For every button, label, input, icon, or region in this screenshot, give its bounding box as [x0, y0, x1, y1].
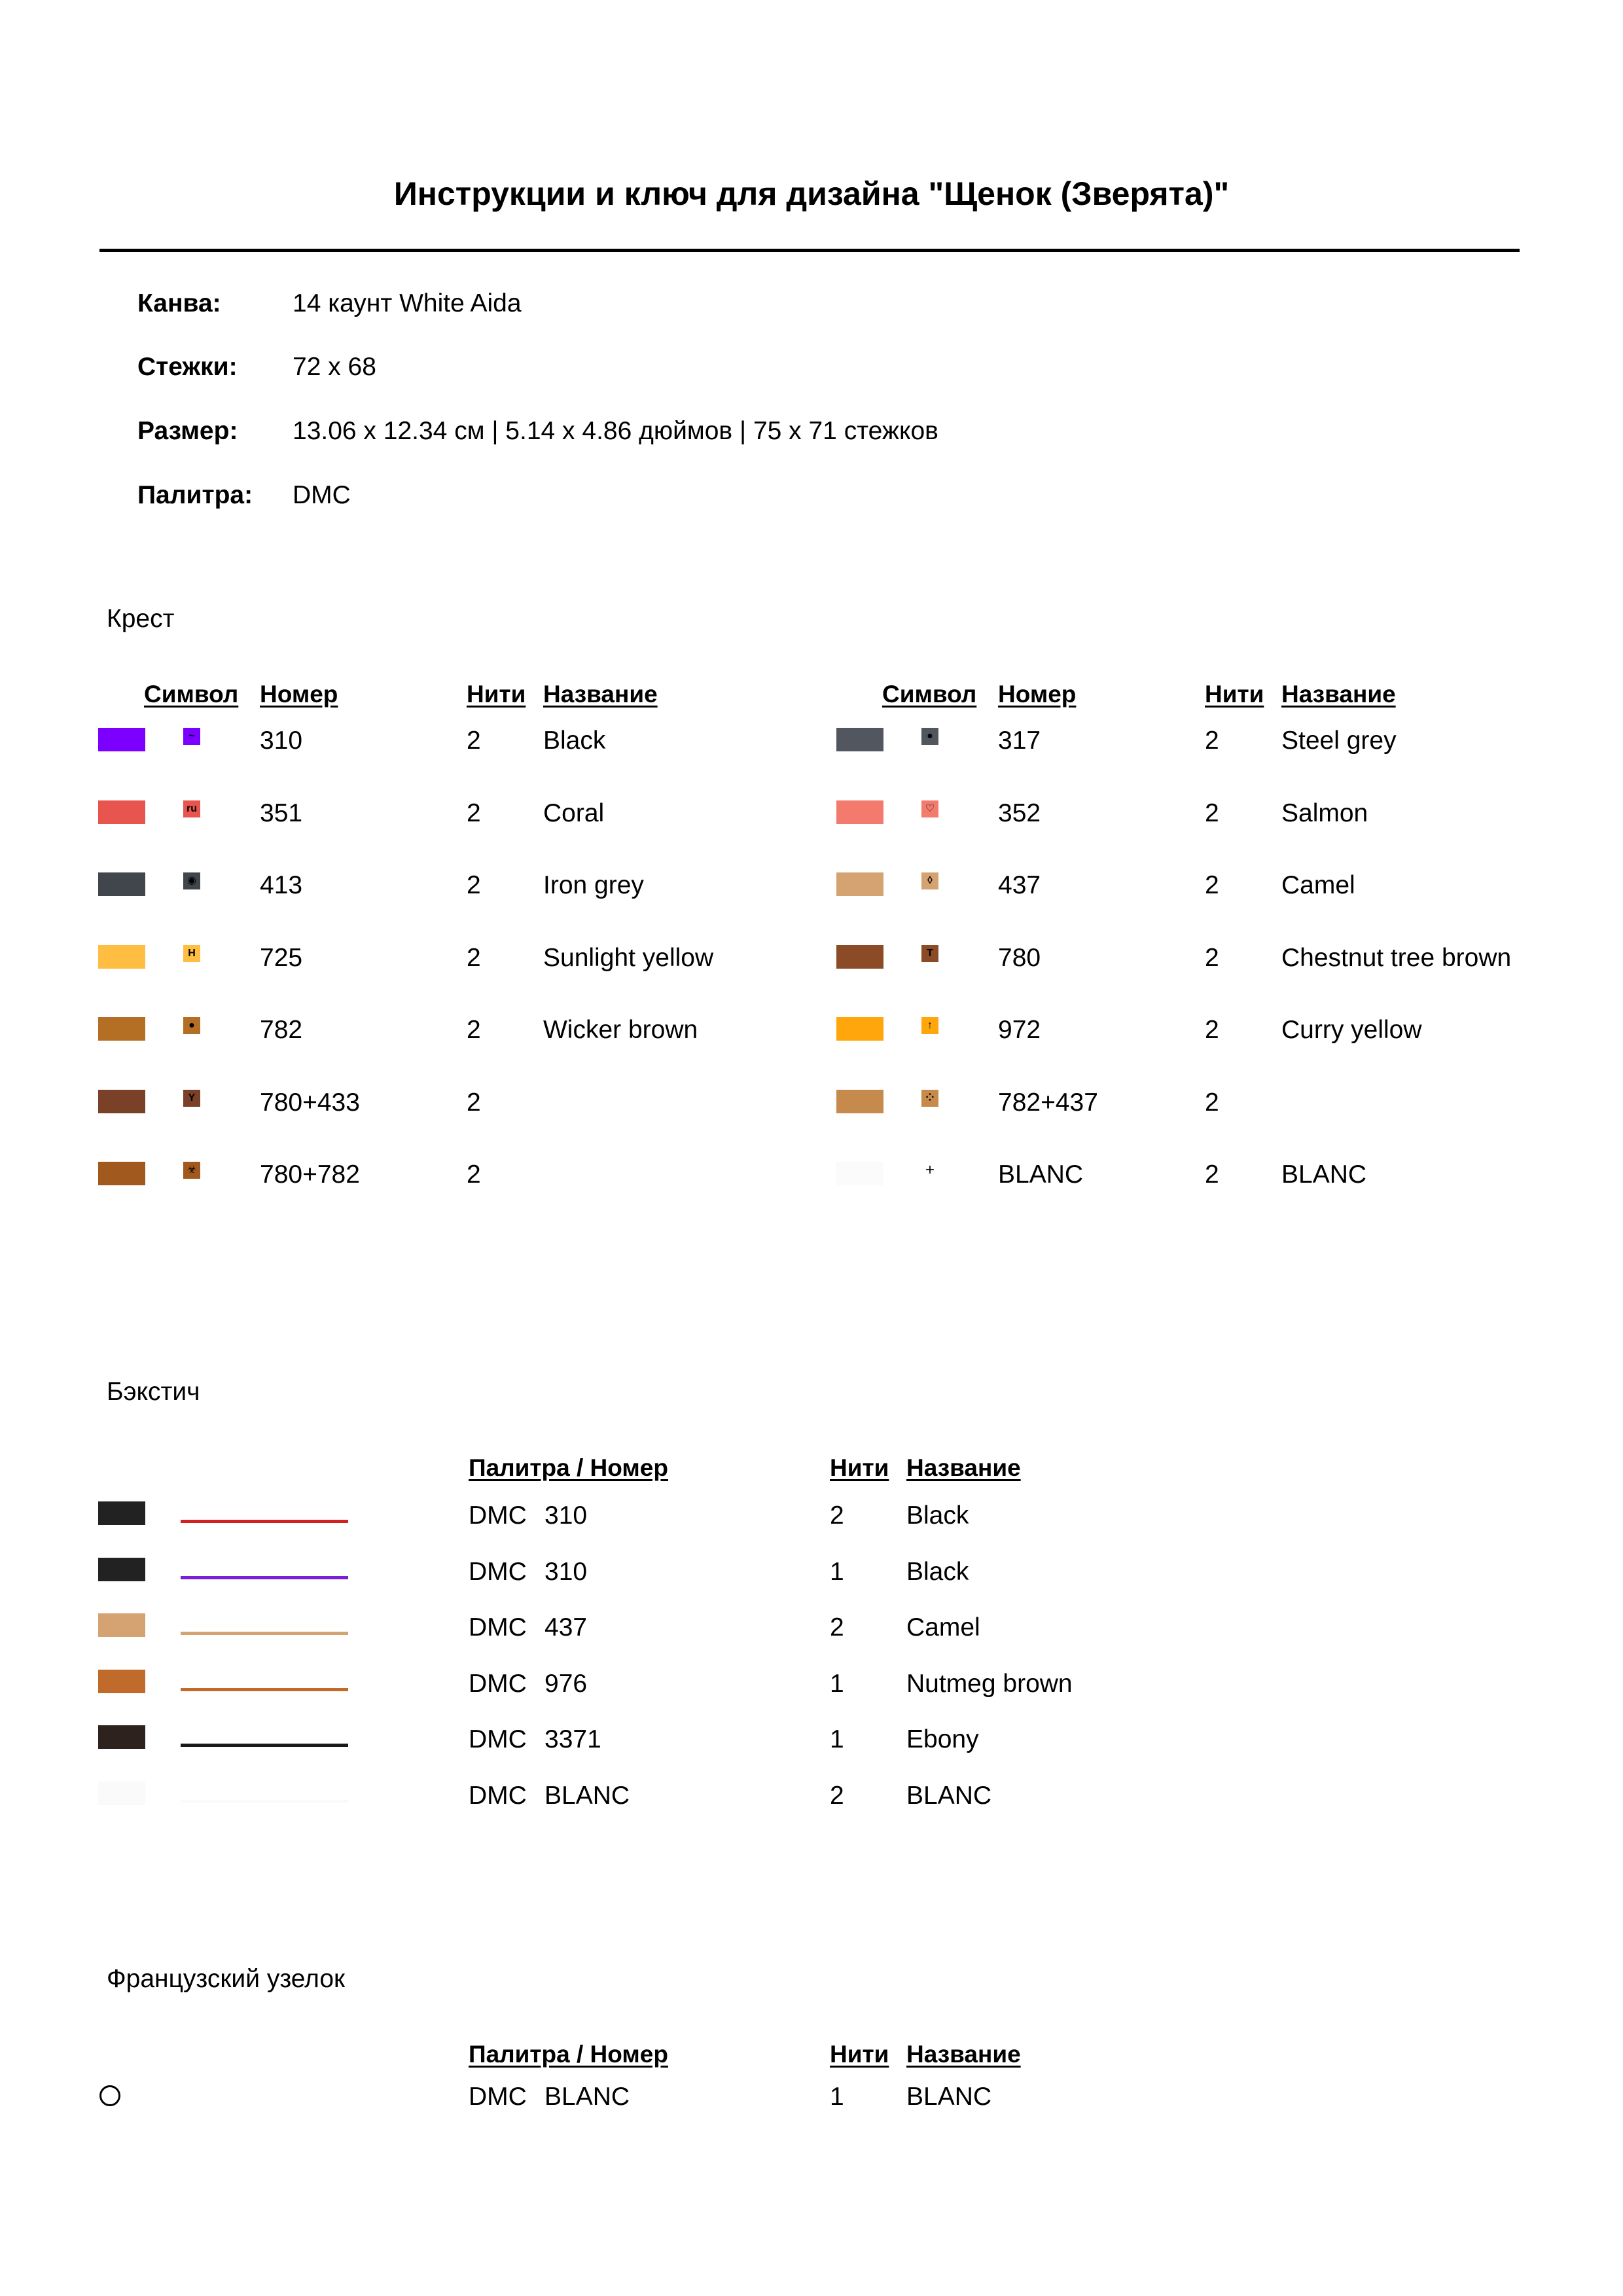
stitches-label: Стежки: — [137, 353, 238, 381]
backstitch-strands: 2 — [830, 1501, 844, 1530]
thread-strands: 2 — [1205, 798, 1219, 827]
title-divider — [99, 249, 1520, 252]
thread-name: Steel grey — [1281, 726, 1397, 755]
color-swatch — [836, 1017, 883, 1041]
stitch-symbol-icon: ru — [183, 800, 200, 817]
stitch-symbol-icon: ◊ — [921, 872, 938, 889]
backstitch-palette: DMC — [469, 1557, 527, 1586]
stitch-symbol-icon: T — [921, 945, 938, 962]
thread-strands: 2 — [1205, 1160, 1219, 1189]
thread-name: Chestnut tree brown — [1281, 943, 1512, 972]
backstitch-name: Black — [906, 1501, 969, 1530]
thread-strands: 2 — [467, 871, 481, 899]
color-swatch — [836, 728, 883, 751]
header-symbol: Символ — [882, 681, 977, 708]
color-swatch — [98, 1501, 145, 1525]
color-swatch — [98, 945, 145, 969]
backstitch-number: 310 — [544, 1557, 588, 1586]
backstitch-line-sample — [181, 1520, 348, 1523]
stitch-symbol-icon: Y — [183, 1090, 200, 1107]
header-strands: Нити — [830, 1454, 889, 1481]
color-swatch — [98, 1558, 145, 1581]
backstitch-palette: DMC — [469, 1781, 527, 1810]
backstitch-strands: 1 — [830, 1669, 844, 1698]
thread-number: 972 — [998, 1016, 1041, 1044]
thread-number: 310 — [260, 726, 303, 755]
backstitch-line-sample — [181, 1744, 348, 1747]
thread-number: 780 — [998, 943, 1041, 972]
header-symbol: Символ — [144, 681, 239, 708]
stitch-symbol-icon: ● — [921, 728, 938, 745]
stitch-symbol-icon: + — [925, 1161, 935, 1179]
thread-strands: 2 — [467, 1160, 481, 1189]
thread-number: 413 — [260, 871, 303, 899]
thread-number: 351 — [260, 798, 303, 827]
thread-number: 782 — [260, 1016, 303, 1044]
thread-number: 780+433 — [260, 1088, 360, 1117]
backstitch-strands: 2 — [830, 1781, 844, 1810]
color-swatch — [98, 1613, 145, 1637]
header-name: Название — [906, 2041, 1021, 2068]
color-swatch — [98, 800, 145, 824]
color-swatch — [836, 1090, 883, 1113]
color-swatch — [98, 1162, 145, 1185]
stitch-symbol-icon: ● — [183, 1017, 200, 1034]
french-knot-circle-icon — [99, 2085, 120, 2106]
header-name: Название — [1281, 681, 1396, 708]
color-swatch — [98, 1017, 145, 1041]
color-swatch — [836, 945, 883, 969]
thread-name: Sunlight yellow — [543, 943, 714, 972]
backstitch-section-title: Бэкстич — [107, 1378, 200, 1406]
thread-number: 437 — [998, 871, 1041, 899]
stitch-symbol-icon: ↑ — [921, 1017, 938, 1034]
color-swatch — [836, 872, 883, 896]
thread-strands: 2 — [467, 798, 481, 827]
backstitch-strands: 1 — [830, 1557, 844, 1586]
backstitch-number: 310 — [544, 1501, 588, 1530]
header-name: Название — [906, 1454, 1021, 1481]
color-swatch — [98, 872, 145, 896]
header-number: Номер — [260, 681, 338, 708]
thread-strands: 2 — [1205, 1088, 1219, 1117]
thread-strands: 2 — [467, 1016, 481, 1044]
header-strands: Нити — [467, 681, 526, 708]
knot-palette: DMC — [469, 2083, 527, 2111]
header-palette-number: Палитра / Номер — [469, 1454, 668, 1481]
color-swatch — [836, 800, 883, 824]
backstitch-palette: DMC — [469, 1501, 527, 1530]
knot-name: BLANC — [906, 2083, 992, 2111]
backstitch-name: Nutmeg brown — [906, 1669, 1073, 1698]
backstitch-number: 976 — [544, 1669, 588, 1698]
stitch-symbol-icon: ◉ — [183, 872, 200, 889]
thread-strands: 2 — [467, 943, 481, 972]
header-strands: Нити — [1205, 681, 1264, 708]
header-strands: Нити — [830, 2041, 889, 2068]
thread-name: Curry yellow — [1281, 1016, 1422, 1044]
color-swatch — [836, 1162, 883, 1185]
backstitch-line-sample — [181, 1688, 348, 1691]
thread-number: 780+782 — [260, 1160, 360, 1189]
stitch-symbol-icon: H — [183, 945, 200, 962]
thread-strands: 2 — [1205, 726, 1219, 755]
backstitch-palette: DMC — [469, 1725, 527, 1753]
cross-section-title: Крест — [107, 605, 175, 633]
stitches-value: 72 x 68 — [293, 353, 376, 381]
backstitch-palette: DMC — [469, 1669, 527, 1698]
thread-strands: 2 — [467, 726, 481, 755]
backstitch-name: Camel — [906, 1613, 980, 1641]
thread-strands: 2 — [1205, 1016, 1219, 1044]
thread-name: Salmon — [1281, 798, 1368, 827]
size-label: Размер: — [137, 417, 238, 445]
french-knot-section-title: Французский узелок — [107, 1965, 346, 1993]
thread-number: 782+437 — [998, 1088, 1098, 1117]
thread-name: Black — [543, 726, 606, 755]
backstitch-name: Black — [906, 1557, 969, 1586]
backstitch-name: Ebony — [906, 1725, 979, 1753]
color-swatch — [98, 1670, 145, 1693]
backstitch-name: BLANC — [906, 1781, 992, 1810]
header-name: Название — [543, 681, 658, 708]
size-value: 13.06 x 12.34 см | 5.14 x 4.86 дюймов | 75 x 71 стежков — [293, 417, 938, 445]
backstitch-line-sample — [181, 1632, 348, 1635]
thread-number: 725 — [260, 943, 303, 972]
thread-number: BLANC — [998, 1160, 1084, 1189]
backstitch-strands: 1 — [830, 1725, 844, 1753]
thread-number: 352 — [998, 798, 1041, 827]
header-number: Номер — [998, 681, 1077, 708]
knot-number: BLANC — [544, 2083, 630, 2111]
thread-name: Iron grey — [543, 871, 644, 899]
thread-name: BLANC — [1281, 1160, 1367, 1189]
backstitch-line-sample — [181, 1576, 348, 1579]
stitch-symbol-icon: ♡ — [921, 800, 938, 817]
backstitch-strands: 2 — [830, 1613, 844, 1641]
thread-name: Camel — [1281, 871, 1355, 899]
stitch-symbol-icon: ⁘ — [921, 1090, 938, 1107]
canvas-value: 14 каунт White Aida — [293, 289, 522, 317]
backstitch-palette: DMC — [469, 1613, 527, 1641]
thread-strands: 2 — [1205, 943, 1219, 972]
color-swatch — [98, 728, 145, 751]
thread-name: Wicker brown — [543, 1016, 698, 1044]
stitch-symbol-icon: ~ — [183, 728, 200, 745]
backstitch-number: 437 — [544, 1613, 588, 1641]
backstitch-line-sample — [181, 1800, 348, 1803]
color-swatch — [98, 1782, 145, 1805]
color-swatch — [98, 1725, 145, 1749]
thread-number: 317 — [998, 726, 1041, 755]
color-swatch — [98, 1090, 145, 1113]
knot-strands: 1 — [830, 2083, 844, 2111]
canvas-label: Канва: — [137, 289, 221, 317]
stitch-symbol-icon: ☣ — [183, 1162, 200, 1179]
thread-strands: 2 — [1205, 871, 1219, 899]
thread-strands: 2 — [467, 1088, 481, 1117]
header-palette-number: Палитра / Номер — [469, 2041, 668, 2068]
palette-label: Палитра: — [137, 481, 253, 509]
backstitch-number: BLANC — [544, 1781, 630, 1810]
thread-name: Coral — [543, 798, 605, 827]
palette-value: DMC — [293, 481, 351, 509]
backstitch-number: 3371 — [544, 1725, 601, 1753]
page-title: Инструкции и ключ для дизайна "Щенок (Зверята)" — [393, 175, 1230, 212]
